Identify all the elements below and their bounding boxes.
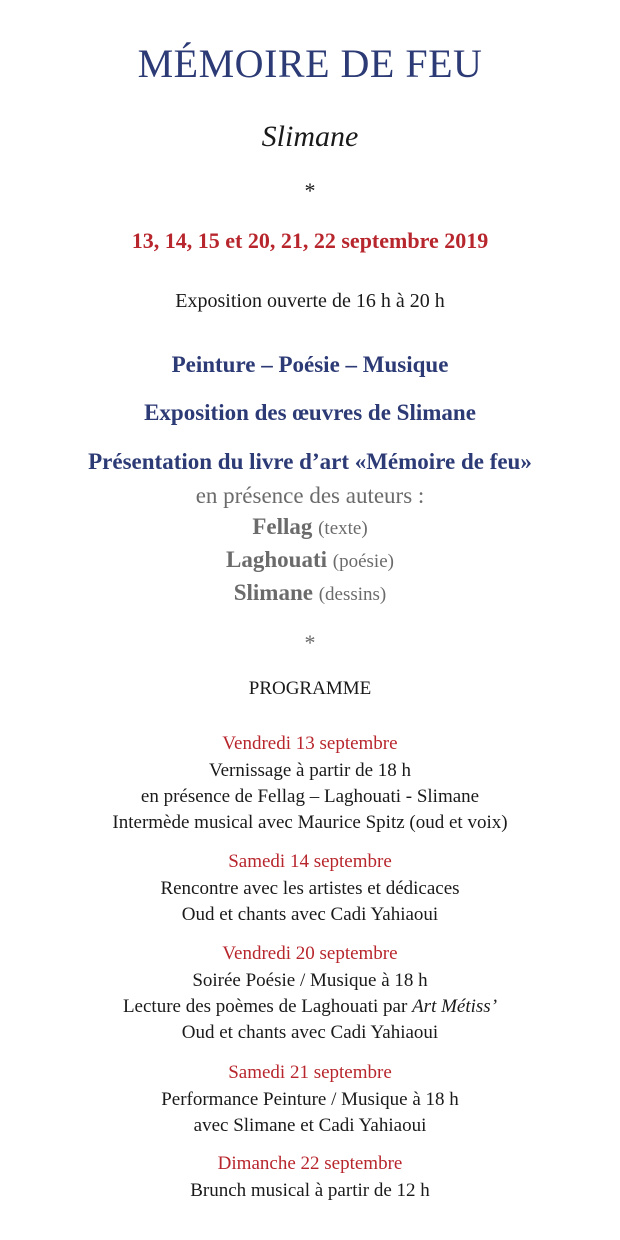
author-laghouati: [0, 547, 620, 573]
programme-day: Samedi 21 septembre: [228, 1062, 392, 1083]
themes-heading: Peinture – Poésie – Musique: [171, 352, 449, 377]
programme-day: Vendredi 13 septembre: [222, 733, 398, 754]
artist-name: Slimane: [261, 120, 359, 153]
page-title: MÉMOIRE DE FEU: [137, 41, 483, 86]
programme-line: Intermède musical avec Maurice Spitz (oud et voix): [112, 812, 508, 833]
event-dates: 13, 14, 15 et 20, 21, 22 septembre 2019: [131, 228, 489, 253]
programme-line: [0, 996, 620, 1018]
opening-hours: Exposition ouverte de 16 h à 20 h: [175, 290, 445, 312]
authors-intro: en présence des auteurs :: [195, 483, 425, 508]
programme-line: avec Slimane et Cadi Yahiaoui: [193, 1115, 427, 1136]
programme-line: Oud et chants avec Cadi Yahiaoui: [181, 1022, 439, 1043]
author-role: (dessins): [318, 584, 387, 605]
exhibition-heading: Exposition des œuvres de Slimane: [144, 400, 476, 425]
author-role: (poésie): [332, 551, 394, 572]
author-name: Slimane: [233, 580, 313, 605]
programme-line: en présence de Fellag – Laghouati - Slimane: [140, 786, 480, 807]
author-role: (texte): [318, 518, 368, 539]
programme-line: Rencontre avec les artistes et dédicaces: [160, 878, 460, 899]
reading-group: Art Métiss’: [412, 996, 498, 1017]
author-fellag: [0, 514, 620, 540]
programme-day: Vendredi 20 septembre: [222, 943, 398, 964]
programme-line: Soirée Poésie / Musique à 18 h: [192, 970, 428, 991]
reading-prefix: Lecture des poèmes de Laghouati par: [122, 996, 413, 1017]
programme-day: Samedi 14 septembre: [228, 851, 392, 872]
programme-day: Dimanche 22 septembre: [217, 1153, 403, 1174]
book-presentation-heading: Présentation du livre d’art «Mémoire de feu»: [88, 449, 532, 474]
programme-title: PROGRAMME: [248, 678, 372, 699]
programme-line: Performance Peinture / Musique à 18 h: [161, 1089, 459, 1110]
programme-line: Brunch musical à partir de 12 h: [190, 1180, 430, 1201]
programme-line: Oud et chants avec Cadi Yahiaoui: [181, 904, 439, 925]
author-name: Laghouati: [226, 547, 328, 572]
author-slimane: [0, 580, 620, 606]
separator-star: *: [304, 178, 316, 203]
separator-star: *: [304, 630, 316, 655]
programme-line: Vernissage à partir de 18 h: [208, 760, 412, 781]
author-name: Fellag: [252, 514, 313, 539]
